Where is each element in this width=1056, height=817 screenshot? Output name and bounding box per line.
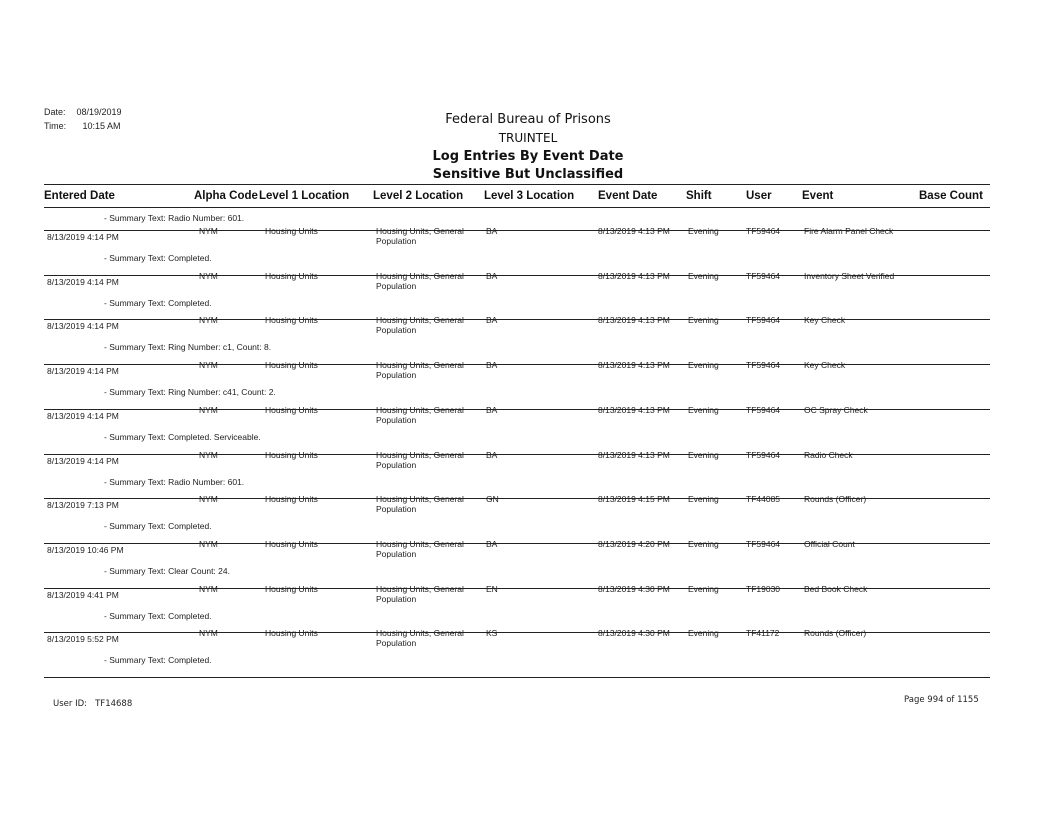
row-event-date: 8/13/2019 4:20 PM: [598, 539, 670, 549]
header-top-rule: [44, 184, 990, 185]
row-summary: - Summary Text: Clear Count: 24.: [104, 566, 230, 576]
table-bottom-rule: [44, 677, 990, 678]
row-event-date: 8/13/2019 4:13 PM: [598, 315, 670, 325]
row-alpha-code: NYM: [199, 315, 218, 325]
row-user: TF59464: [746, 405, 781, 415]
row-level2-location: Housing Units, General Population: [376, 494, 464, 514]
row-level1-location: Housing Units: [265, 315, 318, 325]
col-base-count: Base Count: [919, 190, 983, 202]
row-alpha-code: NYM: [199, 494, 218, 504]
row-user: TF59464: [746, 315, 781, 325]
row-alpha-code: NYM: [199, 539, 218, 549]
row-entered-date: 8/13/2019 4:14 PM: [47, 456, 119, 466]
row-shift: Evening: [688, 360, 719, 370]
row-level1-location: Housing Units: [265, 271, 318, 281]
row-entered-date: 8/13/2019 4:41 PM: [47, 590, 119, 600]
row-event: Key Check: [804, 315, 846, 325]
row-entered-date: 8/13/2019 4:14 PM: [47, 277, 119, 287]
row-level1-location: Housing Units: [265, 628, 318, 638]
row-event: OC Spray Check: [804, 405, 868, 415]
row-alpha-code: NYM: [199, 360, 218, 370]
row-level2-location: Housing Units, General Population: [376, 628, 464, 648]
row-user: TF59464: [746, 539, 781, 549]
row-level1-location: Housing Units: [265, 539, 318, 549]
row-level2-location: Housing Units, General Population: [376, 584, 464, 604]
row-level3-location: GN: [486, 494, 499, 504]
row-summary: - Summary Text: Completed.: [104, 298, 212, 308]
row-event: Bed Book Check: [804, 584, 868, 594]
row-event: Rounds (Officer): [804, 628, 867, 638]
row-summary: - Summary Text: Radio Number: 601.: [104, 477, 245, 487]
print-time: Time: 10:15 AM: [44, 121, 121, 131]
col-alpha-code: Alpha Code: [194, 190, 258, 202]
page-number: Page 994 of 1155: [904, 695, 979, 705]
row-shift: Evening: [688, 628, 719, 638]
row-alpha-code: NYM: [199, 226, 218, 236]
top-summary: - Summary Text: Radio Number: 601.: [104, 213, 245, 223]
col-event-date: Event Date: [598, 190, 658, 202]
row-event-date: 8/13/2019 4:15 PM: [598, 494, 670, 504]
row-user: TF59464: [746, 450, 781, 460]
row-event-date: 8/13/2019 4:13 PM: [598, 450, 670, 460]
row-summary: - Summary Text: Ring Number: c1, Count: 8.: [104, 342, 272, 352]
row-alpha-code: NYM: [199, 628, 218, 638]
row-event: Official Count: [804, 539, 855, 549]
row-summary: - Summary Text: Completed.: [104, 655, 212, 665]
row-event-date: 8/13/2019 4:30 PM: [598, 584, 670, 594]
row-summary: - Summary Text: Completed.: [104, 611, 212, 621]
row-level2-location: Housing Units, General Population: [376, 271, 464, 291]
row-level2-location: Housing Units, General Population: [376, 405, 464, 425]
row-event-date: 8/13/2019 4:30 PM: [598, 628, 670, 638]
row-shift: Evening: [688, 315, 719, 325]
row-summary: - Summary Text: Ring Number: c41, Count: 2.: [104, 387, 276, 397]
system-name: TRUINTEL: [498, 131, 558, 145]
row-user: TF41172: [746, 628, 780, 638]
report-title: Log Entries By Event Date: [432, 149, 624, 164]
row-event: Inventory Sheet Verified: [804, 271, 895, 281]
row-shift: Evening: [688, 494, 719, 504]
row-event: Rounds (Officer): [804, 494, 867, 504]
row-event-date: 8/13/2019 4:13 PM: [598, 405, 670, 415]
print-date: Date: 08/19/2019: [44, 107, 122, 117]
col-shift: Shift: [686, 190, 712, 202]
row-rule: [44, 319, 990, 320]
row-level3-location: BA: [486, 315, 498, 325]
row-level3-location: BA: [486, 405, 498, 415]
row-level3-location: BA: [486, 450, 498, 460]
row-event: Radio Check: [804, 450, 853, 460]
user-id: User ID: TF14688: [53, 699, 133, 709]
col-level1: Level 1 Location: [259, 190, 350, 202]
row-shift: Evening: [688, 405, 719, 415]
row-level1-location: Housing Units: [265, 405, 318, 415]
row-level3-location: BA: [486, 360, 498, 370]
row-alpha-code: NYM: [199, 450, 218, 460]
row-level2-location: Housing Units, General Population: [376, 226, 464, 246]
row-level3-location: BA: [486, 271, 498, 281]
col-level3: Level 3 Location: [484, 190, 575, 202]
row-event: Key Check: [804, 360, 846, 370]
classification: Sensitive But Unclassified: [432, 167, 624, 182]
row-shift: Evening: [688, 584, 719, 594]
row-level3-location: BA: [486, 226, 498, 236]
row-summary: - Summary Text: Completed. Serviceable.: [104, 432, 261, 442]
row-level2-location: Housing Units, General Population: [376, 539, 464, 559]
row-level2-location: Housing Units, General Population: [376, 450, 464, 470]
row-level3-location: KS: [486, 628, 498, 638]
row-shift: Evening: [688, 450, 719, 460]
row-entered-date: 8/13/2019 4:14 PM: [47, 366, 119, 376]
row-entered-date: 8/13/2019 4:14 PM: [47, 321, 119, 331]
org-title: Federal Bureau of Prisons: [445, 112, 611, 127]
row-shift: Evening: [688, 271, 719, 281]
row-shift: Evening: [688, 226, 719, 236]
row-entered-date: 8/13/2019 7:13 PM: [47, 500, 119, 510]
row-user: TF44085: [746, 494, 781, 504]
row-event: Fire Alarm Panel Check: [804, 226, 894, 236]
col-user: User: [746, 190, 772, 202]
row-shift: Evening: [688, 539, 719, 549]
col-event: Event: [802, 190, 834, 202]
row-level3-location: BA: [486, 539, 498, 549]
row-level2-location: Housing Units, General Population: [376, 360, 464, 380]
row-user: TF19030: [746, 584, 781, 594]
col-level2: Level 2 Location: [373, 190, 464, 202]
row-alpha-code: NYM: [199, 405, 218, 415]
row-level2-location: Housing Units, General Population: [376, 315, 464, 335]
row-summary: - Summary Text: Completed.: [104, 253, 212, 263]
row-event-date: 8/13/2019 4:13 PM: [598, 360, 670, 370]
row-user: TF59464: [746, 226, 781, 236]
row-summary: - Summary Text: Completed.: [104, 521, 212, 531]
row-entered-date: 8/13/2019 4:14 PM: [47, 232, 119, 242]
header-bottom-rule: [44, 207, 990, 208]
row-level1-location: Housing Units: [265, 450, 318, 460]
row-entered-date: 8/13/2019 5:52 PM: [47, 634, 119, 644]
row-level1-location: Housing Units: [265, 584, 318, 594]
row-level1-location: Housing Units: [265, 360, 318, 370]
row-user: TF59464: [746, 271, 781, 281]
row-alpha-code: NYM: [199, 584, 218, 594]
row-level1-location: Housing Units: [265, 494, 318, 504]
row-entered-date: 8/13/2019 4:14 PM: [47, 411, 119, 421]
col-entered-date: Entered Date: [44, 190, 115, 202]
row-entered-date: 8/13/2019 10:46 PM: [47, 545, 124, 555]
row-alpha-code: NYM: [199, 271, 218, 281]
row-user: TF59464: [746, 360, 781, 370]
row-event-date: 8/13/2019 4:13 PM: [598, 226, 670, 236]
row-level3-location: EN: [486, 584, 498, 594]
row-level1-location: Housing Units: [265, 226, 318, 236]
row-rule: [44, 364, 990, 365]
row-event-date: 8/13/2019 4:13 PM: [598, 271, 670, 281]
